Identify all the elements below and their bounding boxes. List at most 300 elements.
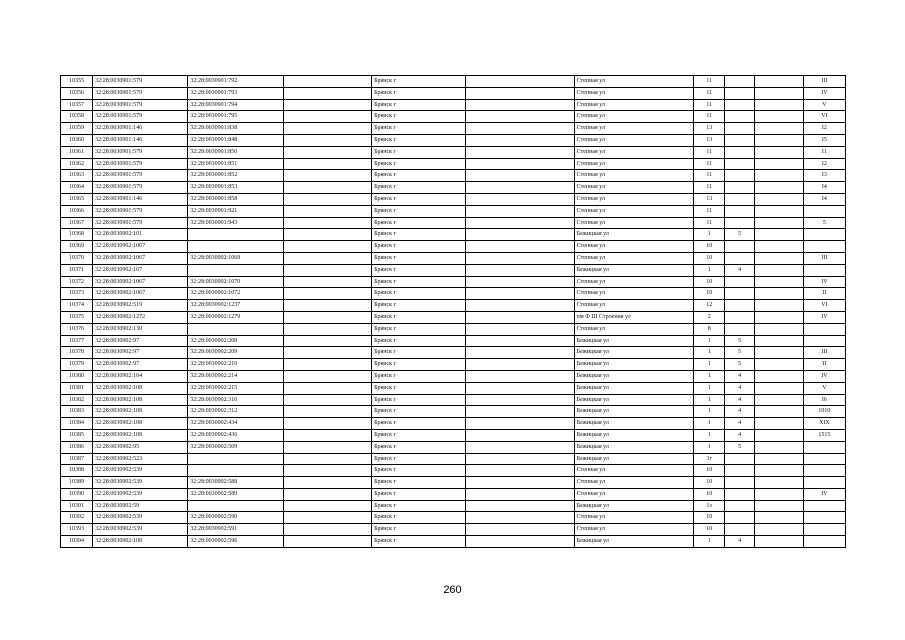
extra-col-3-cell xyxy=(755,382,804,394)
building-cell xyxy=(725,205,755,217)
city-cell: Брянск г xyxy=(372,76,466,88)
unit-cell: II xyxy=(803,359,845,371)
object-number-cell xyxy=(188,453,283,465)
record-number-cell: 10389 xyxy=(61,477,93,489)
object-number-cell: 32:28:0030902:1279 xyxy=(188,311,283,323)
street-cell: Бежицкая ул xyxy=(574,429,694,441)
extra-col-cell xyxy=(283,429,372,441)
table-row xyxy=(61,182,846,194)
street-cell: Степная ул xyxy=(574,182,694,194)
unit-cell xyxy=(803,524,845,536)
parcel-number-cell: 32:28:0030902:539 xyxy=(93,524,188,536)
house-cell: 1 xyxy=(694,229,725,241)
extra-col-2-cell xyxy=(466,217,575,229)
record-number-cell: 10365 xyxy=(61,193,93,205)
city-cell: Брянск г xyxy=(372,111,466,123)
extra-col-cell xyxy=(283,488,372,500)
table-row xyxy=(61,382,846,394)
extra-col-cell xyxy=(283,264,372,276)
extra-col-cell xyxy=(283,76,372,88)
house-cell: 1 xyxy=(694,359,725,371)
city-cell: Брянск г xyxy=(372,264,466,276)
table-row xyxy=(61,536,846,548)
record-number-cell: 10358 xyxy=(61,111,93,123)
building-cell: 4 xyxy=(725,394,755,406)
extra-col-3-cell xyxy=(755,146,804,158)
extra-col-2-cell xyxy=(466,394,575,406)
building-cell: 4 xyxy=(725,418,755,430)
table-row xyxy=(61,252,846,264)
parcel-number-cell: 32:28:0030901:146 xyxy=(93,193,188,205)
record-number-cell: 10382 xyxy=(61,394,93,406)
house-cell: 11 xyxy=(694,205,725,217)
city-cell: Брянск г xyxy=(372,99,466,111)
unit-cell: III xyxy=(803,76,845,88)
extra-col-cell xyxy=(283,229,372,241)
object-number-cell: 32:28:0030902:312 xyxy=(188,406,283,418)
extra-col-cell xyxy=(283,87,372,99)
unit-cell: XIX xyxy=(803,418,845,430)
extra-col-cell xyxy=(283,441,372,453)
extra-col-2-cell xyxy=(466,229,575,241)
extra-col-2-cell xyxy=(466,370,575,382)
house-cell: 8 xyxy=(694,323,725,335)
house-cell: 11 xyxy=(694,146,725,158)
object-number-cell: 32:28:0030902:434 xyxy=(188,418,283,430)
extra-col-3-cell xyxy=(755,441,804,453)
city-cell: Брянск г xyxy=(372,182,466,194)
city-cell: Брянск г xyxy=(372,217,466,229)
city-cell: Брянск г xyxy=(372,158,466,170)
extra-col-2-cell xyxy=(466,87,575,99)
extra-col-3-cell xyxy=(755,76,804,88)
object-number-cell xyxy=(188,500,283,512)
table-row xyxy=(61,146,846,158)
object-number-cell: 32:28:0030902:591 xyxy=(188,524,283,536)
street-cell: Бежицкая ул xyxy=(574,394,694,406)
parcel-number-cell: 32:28:0030901:579 xyxy=(93,76,188,88)
table-row xyxy=(61,370,846,382)
city-cell: Брянск г xyxy=(372,311,466,323)
object-number-cell: 32:28:0030902:214 xyxy=(188,370,283,382)
page-number: 260 xyxy=(443,584,462,596)
building-cell xyxy=(725,300,755,312)
city-cell: Брянск г xyxy=(372,241,466,253)
city-cell: Брянск г xyxy=(372,524,466,536)
record-number-cell: 10359 xyxy=(61,123,93,135)
building-cell xyxy=(725,182,755,194)
extra-col-cell xyxy=(283,276,372,288)
city-cell: Брянск г xyxy=(372,252,466,264)
house-cell: 13 xyxy=(694,193,725,205)
unit-cell: V xyxy=(803,99,845,111)
unit-cell xyxy=(803,441,845,453)
extra-col-3-cell xyxy=(755,359,804,371)
record-number-cell: 10386 xyxy=(61,441,93,453)
building-cell xyxy=(725,123,755,135)
record-number-cell: 10387 xyxy=(61,453,93,465)
unit-cell xyxy=(803,229,845,241)
house-cell: 2 xyxy=(694,311,725,323)
extra-col-2-cell xyxy=(466,512,575,524)
table-row xyxy=(61,229,846,241)
building-cell: 4 xyxy=(725,382,755,394)
extra-col-cell xyxy=(283,500,372,512)
house-cell: 1 xyxy=(694,406,725,418)
building-cell xyxy=(725,311,755,323)
table-row xyxy=(61,134,846,146)
parcel-number-cell: 32:28:0030902:97 xyxy=(93,359,188,371)
extra-col-2-cell xyxy=(466,524,575,536)
table-row xyxy=(61,488,846,500)
registry-table xyxy=(60,75,846,548)
table-row xyxy=(61,76,846,88)
record-number-cell: 10370 xyxy=(61,252,93,264)
parcel-number-cell: 32:28:0030901:579 xyxy=(93,205,188,217)
parcel-number-cell: 32:28:0030901:579 xyxy=(93,87,188,99)
city-cell: Брянск г xyxy=(372,288,466,300)
record-number-cell: 10390 xyxy=(61,488,93,500)
extra-col-cell xyxy=(283,182,372,194)
parcel-number-cell: 32:28:0030902:95 xyxy=(93,441,188,453)
extra-col-3-cell xyxy=(755,276,804,288)
extra-col-cell xyxy=(283,465,372,477)
table-row xyxy=(61,323,846,335)
city-cell: Брянск г xyxy=(372,134,466,146)
building-cell xyxy=(725,477,755,489)
building-cell xyxy=(725,76,755,88)
street-cell: Степная ул xyxy=(574,193,694,205)
city-cell: Брянск г xyxy=(372,512,466,524)
unit-cell: 5 xyxy=(803,217,845,229)
building-cell: 4 xyxy=(725,264,755,276)
building-cell: 5 xyxy=(725,359,755,371)
unit-cell: III xyxy=(803,347,845,359)
extra-col-3-cell xyxy=(755,429,804,441)
house-cell: 12 xyxy=(694,300,725,312)
building-cell: 5 xyxy=(725,335,755,347)
city-cell: Брянск г xyxy=(372,394,466,406)
house-cell: 1з xyxy=(694,500,725,512)
extra-col-2-cell xyxy=(466,335,575,347)
street-cell: Бежицкая ул xyxy=(574,500,694,512)
building-cell xyxy=(725,465,755,477)
object-number-cell: 32:28:0030902:1069 xyxy=(188,252,283,264)
record-number-cell: 10380 xyxy=(61,370,93,382)
record-number-cell: 10375 xyxy=(61,311,93,323)
building-cell xyxy=(725,134,755,146)
street-cell: Степная ул xyxy=(574,477,694,489)
parcel-number-cell: 32:28:0030902:523 xyxy=(93,453,188,465)
table-row xyxy=(61,158,846,170)
object-number-cell xyxy=(188,323,283,335)
building-cell: 4 xyxy=(725,536,755,548)
record-number-cell: 10368 xyxy=(61,229,93,241)
extra-col-cell xyxy=(283,347,372,359)
extra-col-3-cell xyxy=(755,418,804,430)
house-cell: 11 xyxy=(694,111,725,123)
city-cell: Брянск г xyxy=(372,300,466,312)
city-cell: Брянск г xyxy=(372,87,466,99)
extra-col-3-cell xyxy=(755,241,804,253)
extra-col-2-cell xyxy=(466,111,575,123)
parcel-number-cell: 32:28:0030902:108 xyxy=(93,429,188,441)
house-cell: 10 xyxy=(694,465,725,477)
parcel-number-cell: 32:28:0030902:108 xyxy=(93,418,188,430)
parcel-number-cell: 32:28:0030901:146 xyxy=(93,123,188,135)
extra-col-2-cell xyxy=(466,347,575,359)
street-cell: пм Ф Ш Строения ул xyxy=(574,311,694,323)
extra-col-2-cell xyxy=(466,536,575,548)
table-row xyxy=(61,111,846,123)
table-row xyxy=(61,477,846,489)
parcel-number-cell: 32:28:0030901:579 xyxy=(93,182,188,194)
extra-col-3-cell xyxy=(755,300,804,312)
house-cell: 1 xyxy=(694,536,725,548)
object-number-cell: 32:28:0030901:921 xyxy=(188,205,283,217)
parcel-number-cell: 32:28:0030902:108 xyxy=(93,406,188,418)
object-number-cell: 32:28:0030902:215 xyxy=(188,382,283,394)
parcel-number-cell: 32:28:0030902:1272 xyxy=(93,311,188,323)
building-cell xyxy=(725,276,755,288)
house-cell: 1 xyxy=(694,394,725,406)
city-cell: Брянск г xyxy=(372,441,466,453)
street-cell: Степная ул xyxy=(574,488,694,500)
extra-col-2-cell xyxy=(466,429,575,441)
unit-cell: 1010 xyxy=(803,406,845,418)
extra-col-2-cell xyxy=(466,288,575,300)
unit-cell: IV xyxy=(803,311,845,323)
parcel-number-cell: 32:28:0030902:1067 xyxy=(93,288,188,300)
extra-col-cell xyxy=(283,394,372,406)
house-cell: 11 xyxy=(694,87,725,99)
parcel-number-cell: 32:28:0030901:579 xyxy=(93,146,188,158)
extra-col-3-cell xyxy=(755,87,804,99)
record-number-cell: 10355 xyxy=(61,76,93,88)
street-cell: Степная ул xyxy=(574,76,694,88)
object-number-cell: 32:28:0030901:943 xyxy=(188,217,283,229)
unit-cell: VI xyxy=(803,111,845,123)
unit-cell xyxy=(803,465,845,477)
extra-col-2-cell xyxy=(466,76,575,88)
extra-col-3-cell xyxy=(755,193,804,205)
street-cell: Степная ул xyxy=(574,158,694,170)
object-number-cell: 32:28:0030901:838 xyxy=(188,123,283,135)
parcel-number-cell: 32:28:0030902:108 xyxy=(93,382,188,394)
house-cell: 1 xyxy=(694,347,725,359)
street-cell: Степная ул xyxy=(574,146,694,158)
house-cell: 10 xyxy=(694,241,725,253)
object-number-cell: 32:28:0030901:858 xyxy=(188,193,283,205)
parcel-number-cell: 32:28:0030902:108 xyxy=(93,394,188,406)
extra-col-2-cell xyxy=(466,182,575,194)
extra-col-2-cell xyxy=(466,134,575,146)
building-cell xyxy=(725,288,755,300)
object-number-cell: 32:28:0030901:795 xyxy=(188,111,283,123)
parcel-number-cell: 32:28:0030902:1067 xyxy=(93,252,188,264)
extra-col-cell xyxy=(283,288,372,300)
city-cell: Брянск г xyxy=(372,205,466,217)
table-row xyxy=(61,87,846,99)
extra-col-cell xyxy=(283,111,372,123)
record-number-cell: 10374 xyxy=(61,300,93,312)
city-cell: Брянск г xyxy=(372,500,466,512)
unit-cell xyxy=(803,205,845,217)
extra-col-2-cell xyxy=(466,500,575,512)
house-cell: 10 xyxy=(694,524,725,536)
house-cell: 10 xyxy=(694,477,725,489)
record-number-cell: 10394 xyxy=(61,536,93,548)
parcel-number-cell: 32:28:0030902:104 xyxy=(93,370,188,382)
unit-cell xyxy=(803,241,845,253)
unit-cell xyxy=(803,453,845,465)
building-cell: 4 xyxy=(725,406,755,418)
parcel-number-cell: 32:28:0030901:579 xyxy=(93,158,188,170)
table-row xyxy=(61,99,846,111)
table-row xyxy=(61,394,846,406)
extra-col-2-cell xyxy=(466,311,575,323)
street-cell: Бежицкая ул xyxy=(574,418,694,430)
house-cell: 1 xyxy=(694,335,725,347)
table-row xyxy=(61,205,846,217)
house-cell: 1 xyxy=(694,441,725,453)
street-cell: Степная ул xyxy=(574,123,694,135)
unit-cell: V xyxy=(803,382,845,394)
unit-cell: I4 xyxy=(803,182,845,194)
extra-col-2-cell xyxy=(466,418,575,430)
extra-col-cell xyxy=(283,205,372,217)
city-cell: Брянск г xyxy=(372,382,466,394)
table-row xyxy=(61,359,846,371)
city-cell: Брянск г xyxy=(372,359,466,371)
table-row xyxy=(61,441,846,453)
parcel-number-cell: 32:28:0030901:579 xyxy=(93,217,188,229)
table-row xyxy=(61,311,846,323)
extra-col-2-cell xyxy=(466,193,575,205)
building-cell xyxy=(725,146,755,158)
extra-col-2-cell xyxy=(466,323,575,335)
building-cell xyxy=(725,323,755,335)
street-cell: Бежицкая ул xyxy=(574,370,694,382)
parcel-number-cell: 32:28:0030901:146 xyxy=(93,134,188,146)
parcel-number-cell: 32:28:0030902:107 xyxy=(93,264,188,276)
unit-cell: 1515 xyxy=(803,429,845,441)
extra-col-3-cell xyxy=(755,524,804,536)
table-row xyxy=(61,453,846,465)
extra-col-2-cell xyxy=(466,300,575,312)
unit-cell: I5 xyxy=(803,134,845,146)
object-number-cell: 32:28:0030901:851 xyxy=(188,158,283,170)
building-cell xyxy=(725,252,755,264)
extra-col-2-cell xyxy=(466,477,575,489)
unit-cell: IV xyxy=(803,488,845,500)
object-number-cell: 32:28:0030902:209 xyxy=(188,347,283,359)
street-cell: Степная ул xyxy=(574,99,694,111)
table-row xyxy=(61,170,846,182)
extra-col-cell xyxy=(283,146,372,158)
record-number-cell: 10391 xyxy=(61,500,93,512)
record-number-cell: 10369 xyxy=(61,241,93,253)
table-row xyxy=(61,264,846,276)
extra-col-cell xyxy=(283,335,372,347)
extra-col-3-cell xyxy=(755,323,804,335)
unit-cell: I1 xyxy=(803,146,845,158)
building-cell xyxy=(725,217,755,229)
extra-col-cell xyxy=(283,406,372,418)
extra-col-cell xyxy=(283,300,372,312)
record-number-cell: 10383 xyxy=(61,406,93,418)
extra-col-3-cell xyxy=(755,311,804,323)
city-cell: Брянск г xyxy=(372,276,466,288)
street-cell: Степная ул xyxy=(574,288,694,300)
city-cell: Брянск г xyxy=(372,429,466,441)
house-cell: 11 xyxy=(694,76,725,88)
table-row xyxy=(61,335,846,347)
parcel-number-cell: 32:28:0030902:539 xyxy=(93,512,188,524)
street-cell: Бежицкая ул xyxy=(574,347,694,359)
extra-col-2-cell xyxy=(466,205,575,217)
extra-col-3-cell xyxy=(755,536,804,548)
extra-col-cell xyxy=(283,323,372,335)
street-cell: Степная ул xyxy=(574,465,694,477)
extra-col-3-cell xyxy=(755,252,804,264)
extra-col-cell xyxy=(283,311,372,323)
object-number-cell: 32:28:0030902:509 xyxy=(188,441,283,453)
extra-col-2-cell xyxy=(466,441,575,453)
building-cell xyxy=(725,170,755,182)
extra-col-3-cell xyxy=(755,288,804,300)
parcel-number-cell: 32:28:0030902:97 xyxy=(93,335,188,347)
parcel-number-cell: 32:28:0030902:519 xyxy=(93,300,188,312)
registry-table-body xyxy=(61,76,846,548)
extra-col-3-cell xyxy=(755,170,804,182)
record-number-cell: 10356 xyxy=(61,87,93,99)
extra-col-3-cell xyxy=(755,335,804,347)
building-cell: 4 xyxy=(725,370,755,382)
building-cell xyxy=(725,524,755,536)
street-cell: Степная ул xyxy=(574,524,694,536)
building-cell: 5 xyxy=(725,441,755,453)
city-cell: Брянск г xyxy=(372,193,466,205)
extra-col-cell xyxy=(283,524,372,536)
extra-col-2-cell xyxy=(466,158,575,170)
building-cell: 4 xyxy=(725,429,755,441)
extra-col-cell xyxy=(283,217,372,229)
extra-col-3-cell xyxy=(755,134,804,146)
record-number-cell: 10371 xyxy=(61,264,93,276)
table-row xyxy=(61,347,846,359)
parcel-number-cell: 32:28:0030901:579 xyxy=(93,111,188,123)
parcel-number-cell: 32:28:0030901:579 xyxy=(93,99,188,111)
unit-cell: VI xyxy=(803,300,845,312)
unit-cell xyxy=(803,512,845,524)
house-cell: 11 xyxy=(694,99,725,111)
record-number-cell: 10363 xyxy=(61,170,93,182)
extra-col-2-cell xyxy=(466,465,575,477)
house-cell: 1 xyxy=(694,264,725,276)
table-row xyxy=(61,241,846,253)
extra-col-2-cell xyxy=(466,264,575,276)
city-cell: Брянск г xyxy=(372,229,466,241)
building-cell xyxy=(725,158,755,170)
extra-col-2-cell xyxy=(466,382,575,394)
object-number-cell: 32:28:0030902:1070 xyxy=(188,276,283,288)
house-cell: 1 xyxy=(694,370,725,382)
object-number-cell: 32:28:0030902:436 xyxy=(188,429,283,441)
parcel-number-cell: 32:28:0030901:579 xyxy=(93,170,188,182)
house-cell: 1 xyxy=(694,382,725,394)
street-cell: Степная ул xyxy=(574,252,694,264)
